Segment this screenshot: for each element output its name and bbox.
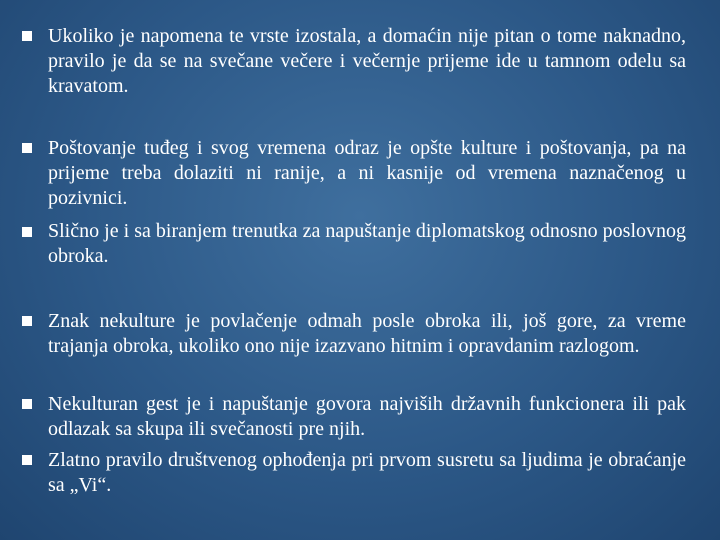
paragraph-1: Ukoliko je napomena te vrste izostala, a domaćin nije pitan o tome naknadno, pravilo je da se na svečane večere i večernje prijeme ide u tamnom odelu sa kravatom. — [48, 25, 686, 97]
bullet-icon — [22, 31, 32, 41]
paragraph-4: Znak nekulture je povlačenje odmah posle obroka ili, još gore, za vreme trajanja obroka, ukoliko ono nije izazvano hitnim i opravdanim razlogom. — [48, 310, 686, 357]
bullet-icon — [22, 316, 32, 326]
bullet-icon — [22, 143, 32, 153]
paragraph-6: Zlatno pravilo društvenog ophođenja pri prvom susretu sa ljudima je obraćanje sa „Vi“. — [48, 449, 686, 496]
bullet-icon — [22, 455, 32, 465]
paragraph-5: Nekulturan gest je i napuštanje govora najviših državnih funkcionera ili pak odlazak sa skupa ili svečanosti pre njih. — [48, 393, 686, 440]
bullet-icon — [22, 227, 32, 237]
paragraph-3: Slično je i sa biranjem trenutka za napuštanje diplomatskog odnosno poslovnog obroka. — [48, 220, 686, 267]
paragraph-2: Poštovanje tuđeg i svog vremena odraz je opšte kulture i poštovanja, pa na prijeme treba dolaziti ni ranije, a ni kasnije od vremena naznačenog u pozivnici. — [48, 137, 686, 209]
bullet-icon — [22, 399, 32, 409]
